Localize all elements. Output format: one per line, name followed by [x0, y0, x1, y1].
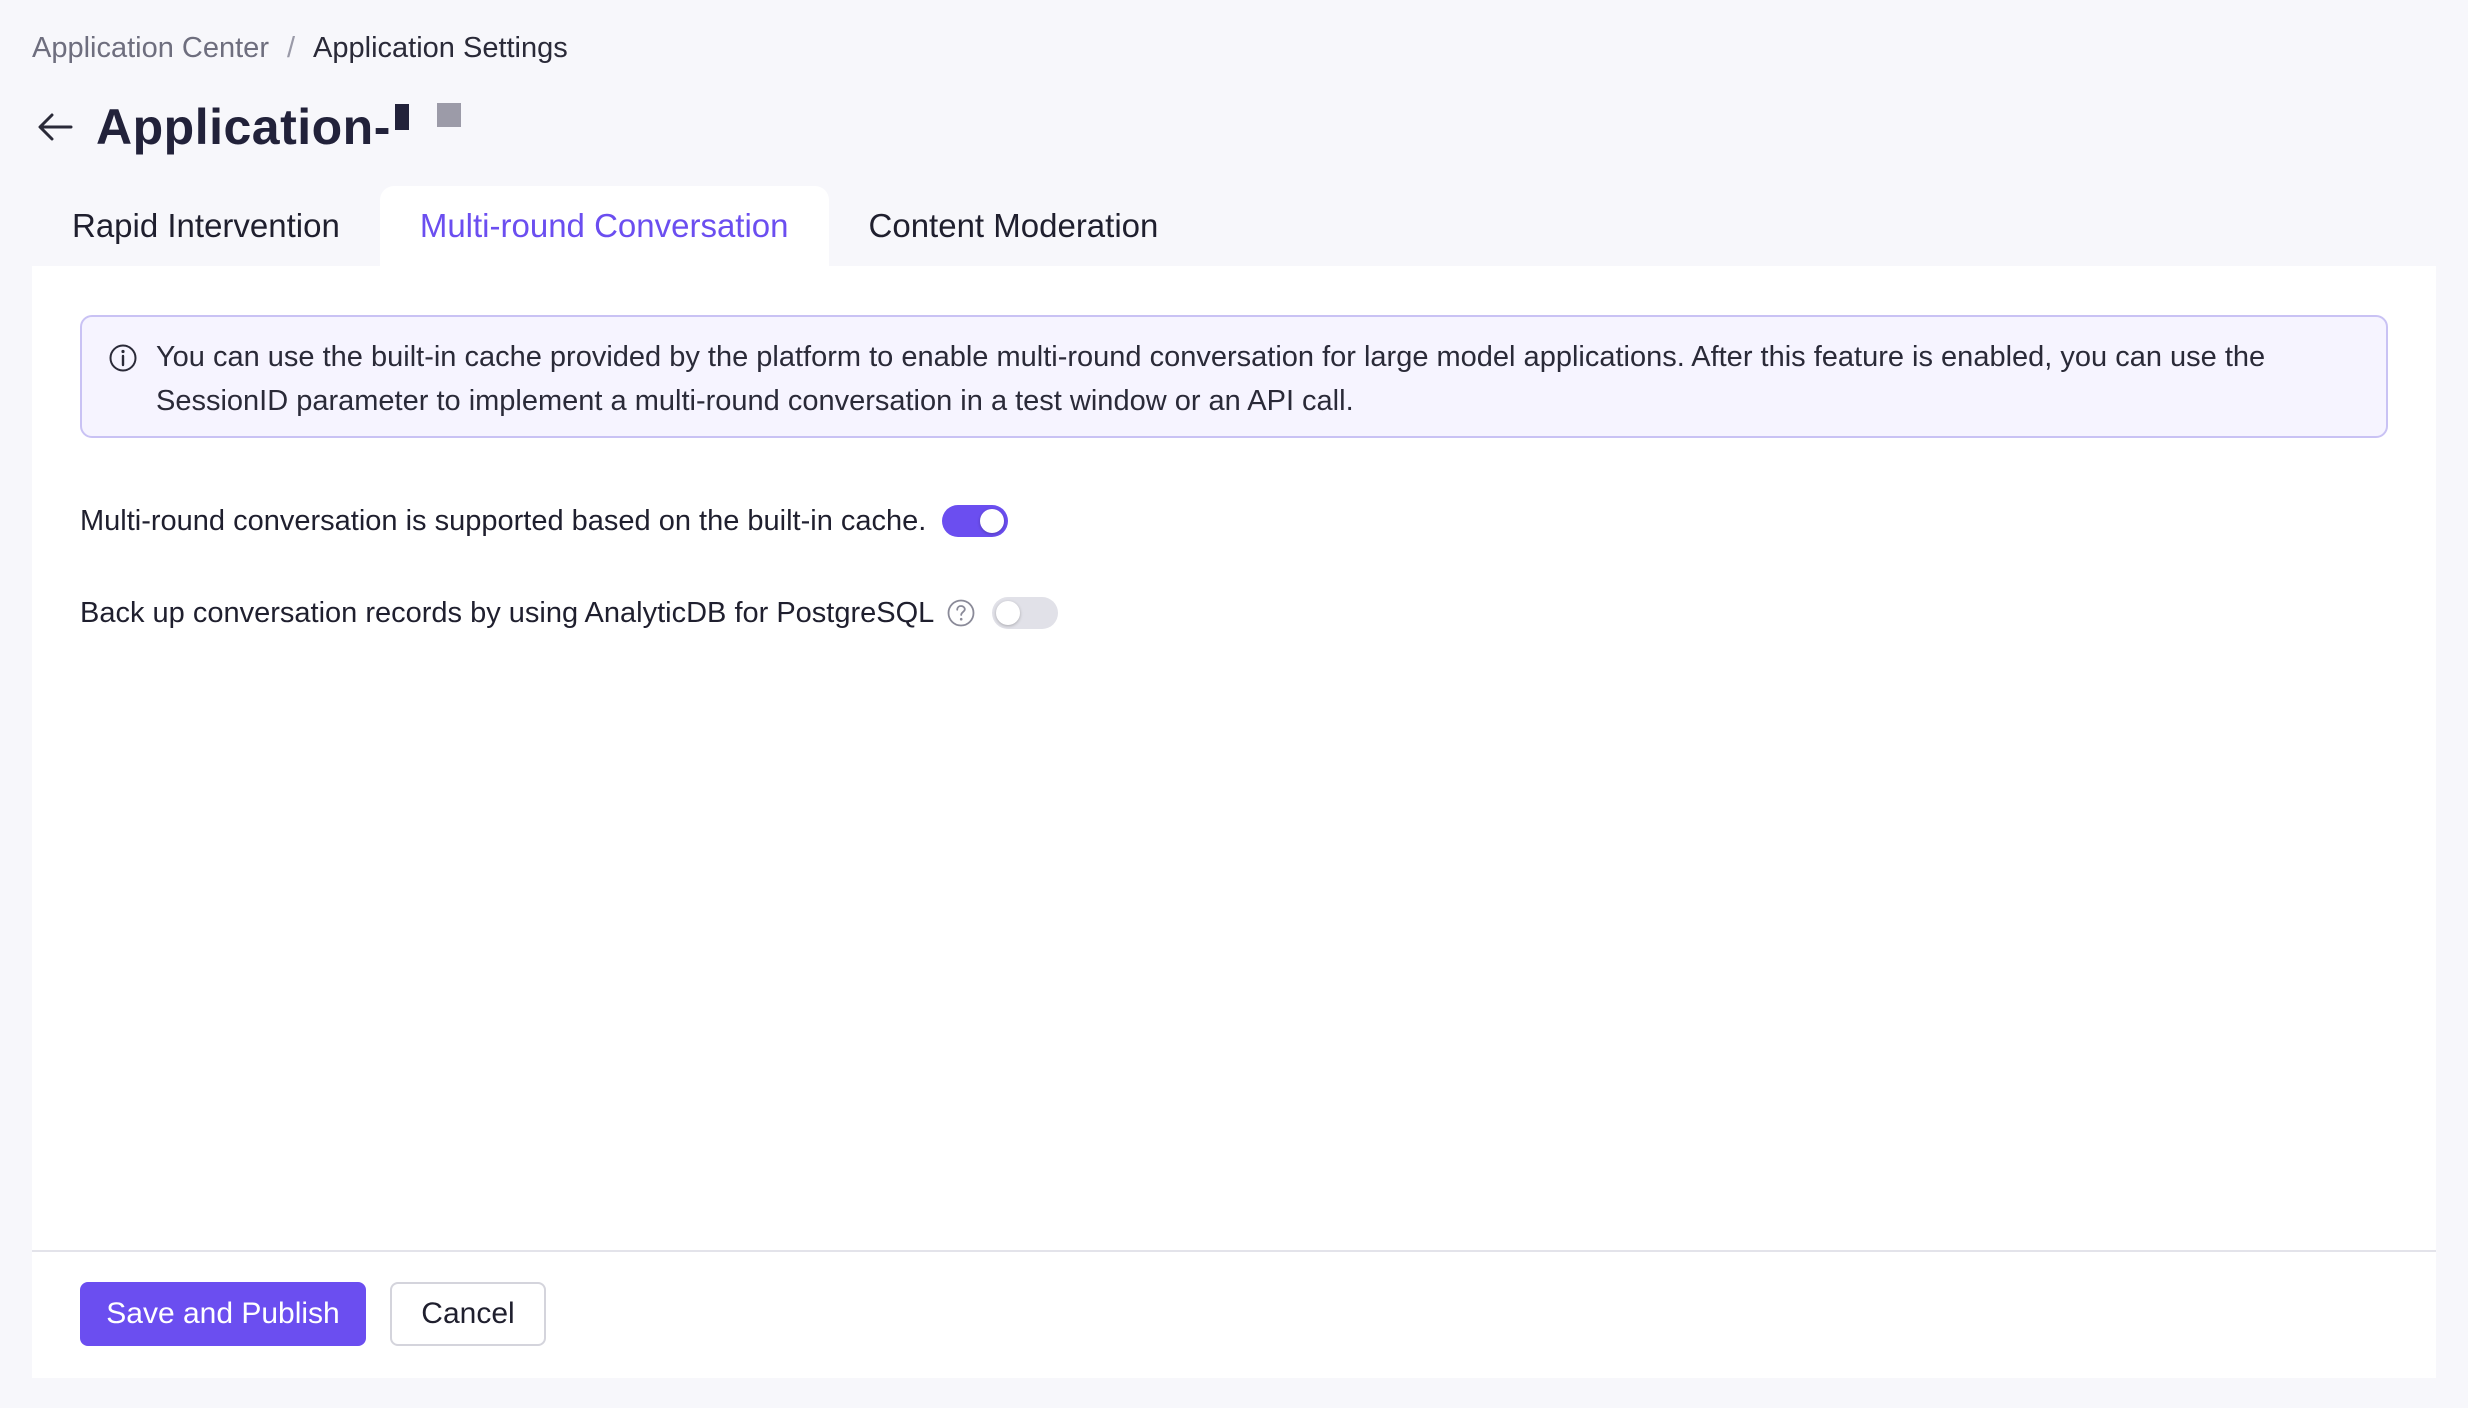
breadcrumb-current: Application Settings	[313, 32, 568, 64]
question-circle-icon[interactable]	[946, 598, 976, 628]
builtin-cache-label: Multi-round conversation is supported based on the built-in cache.	[80, 504, 927, 537]
backup-setting	[80, 578, 1058, 648]
cancel-button[interactable]: Cancel	[390, 1282, 546, 1346]
tab-bar	[32, 186, 1198, 266]
action-bar	[32, 1252, 2436, 1378]
page-header	[32, 96, 461, 158]
arrow-left-icon	[35, 107, 75, 147]
breadcrumb-separator: /	[286, 32, 296, 64]
backup-label: Back up conversation records by using AnalyticDB for PostgreSQL	[80, 596, 935, 629]
info-notice	[80, 315, 2388, 438]
save-and-publish-button[interactable]: Save and Publish	[80, 1282, 366, 1346]
tab-rapid-intervention[interactable]: Rapid Intervention	[72, 207, 340, 244]
tab-multi-round-conversation[interactable]: Multi-round Conversation	[380, 186, 829, 266]
page-title: Application-	[96, 99, 391, 155]
back-button[interactable]	[32, 104, 78, 150]
title-status-square	[437, 103, 461, 127]
breadcrumb	[32, 32, 568, 65]
tab-content-moderation[interactable]: Content Moderation	[868, 207, 1159, 244]
settings-panel	[32, 266, 2436, 1252]
backup-toggle[interactable]	[992, 597, 1058, 629]
toggle-knob	[980, 509, 1004, 533]
title-cursor-mark	[395, 104, 409, 130]
notice-text: You can use the built-in cache provided by the platform to enable multi-round conversation for large model applications. After this feature is enabled, you can use the SessionID parameter to implement a multi-round conversation in a test window or an API call.	[156, 341, 2266, 417]
builtin-cache-setting	[80, 486, 1008, 556]
info-circle-icon	[108, 343, 138, 373]
builtin-cache-toggle[interactable]	[942, 505, 1008, 537]
toggle-knob	[996, 601, 1020, 625]
breadcrumb-application-center[interactable]: Application Center	[32, 32, 269, 64]
